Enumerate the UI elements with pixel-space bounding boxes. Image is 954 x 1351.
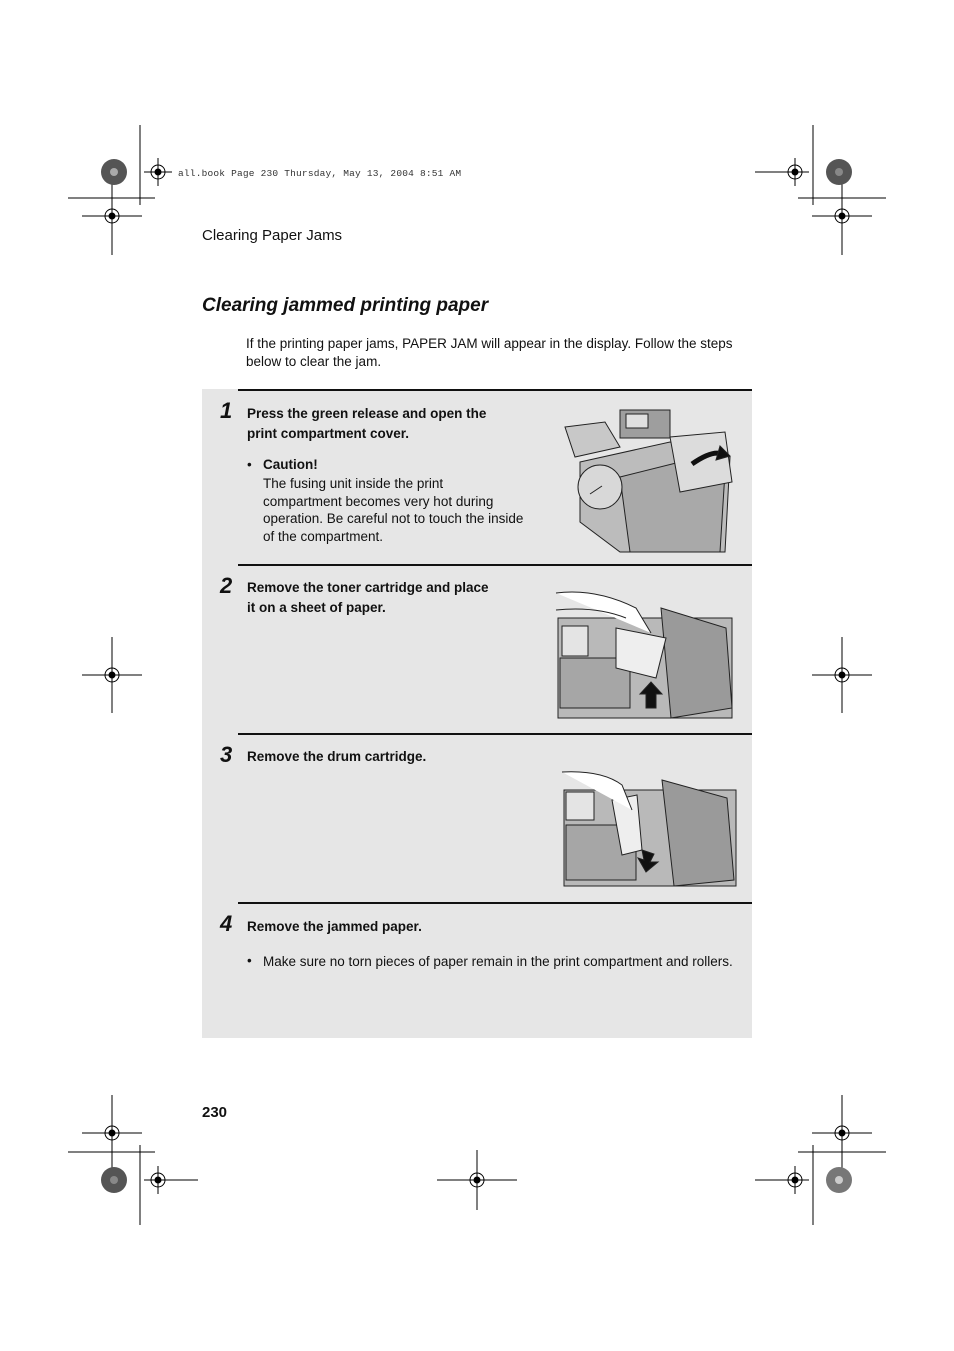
section-header: Clearing Paper Jams bbox=[202, 227, 343, 244]
bullet-icon: • bbox=[247, 457, 252, 472]
print-job-line: all.book Page 230 Thursday, May 13, 2004 8:51 AM bbox=[178, 168, 462, 179]
step-1-number: 1 bbox=[220, 398, 233, 423]
step-3-divider bbox=[238, 733, 752, 735]
step-1-instruction-line2: print compartment cover. bbox=[247, 426, 410, 441]
step-3-number: 3 bbox=[220, 742, 233, 767]
remove-toner-illustration bbox=[556, 588, 734, 720]
step-4-divider bbox=[238, 902, 752, 904]
step-4-number: 4 bbox=[220, 911, 233, 936]
step-3-instruction-line1: Remove the drum cartridge. bbox=[247, 749, 427, 764]
step-2-divider bbox=[238, 564, 752, 566]
intro-paragraph: If the printing paper jams, PAPER JAM will appear in the display. Follow the steps below to clear the jam. bbox=[246, 336, 733, 369]
remove-drum-illustration bbox=[562, 770, 738, 888]
step-4-bullet-text: Make sure no torn pieces of paper remain in the print compartment and rollers. bbox=[263, 954, 733, 969]
step-1-instruction-line1: Press the green release and open the bbox=[247, 406, 487, 421]
caution-text: The fusing unit inside the print compartment becomes very hot during operation. Be careful not to touch the inside of the compartment. bbox=[263, 476, 524, 544]
fax-open-cover-illustration bbox=[560, 402, 740, 562]
bullet-icon: • bbox=[247, 953, 252, 968]
step-2-number: 2 bbox=[220, 573, 233, 598]
step-2-instruction-line2: it on a sheet of paper. bbox=[247, 600, 386, 615]
page-number: 230 bbox=[202, 1104, 228, 1121]
step-4-instruction-line1: Remove the jammed paper. bbox=[247, 919, 422, 934]
step-1-divider bbox=[238, 389, 752, 391]
page-title: Clearing jammed printing paper bbox=[202, 295, 489, 316]
caution-heading: Caution! bbox=[263, 457, 318, 472]
step-2-instruction-line1: Remove the toner cartridge and place bbox=[247, 580, 489, 595]
